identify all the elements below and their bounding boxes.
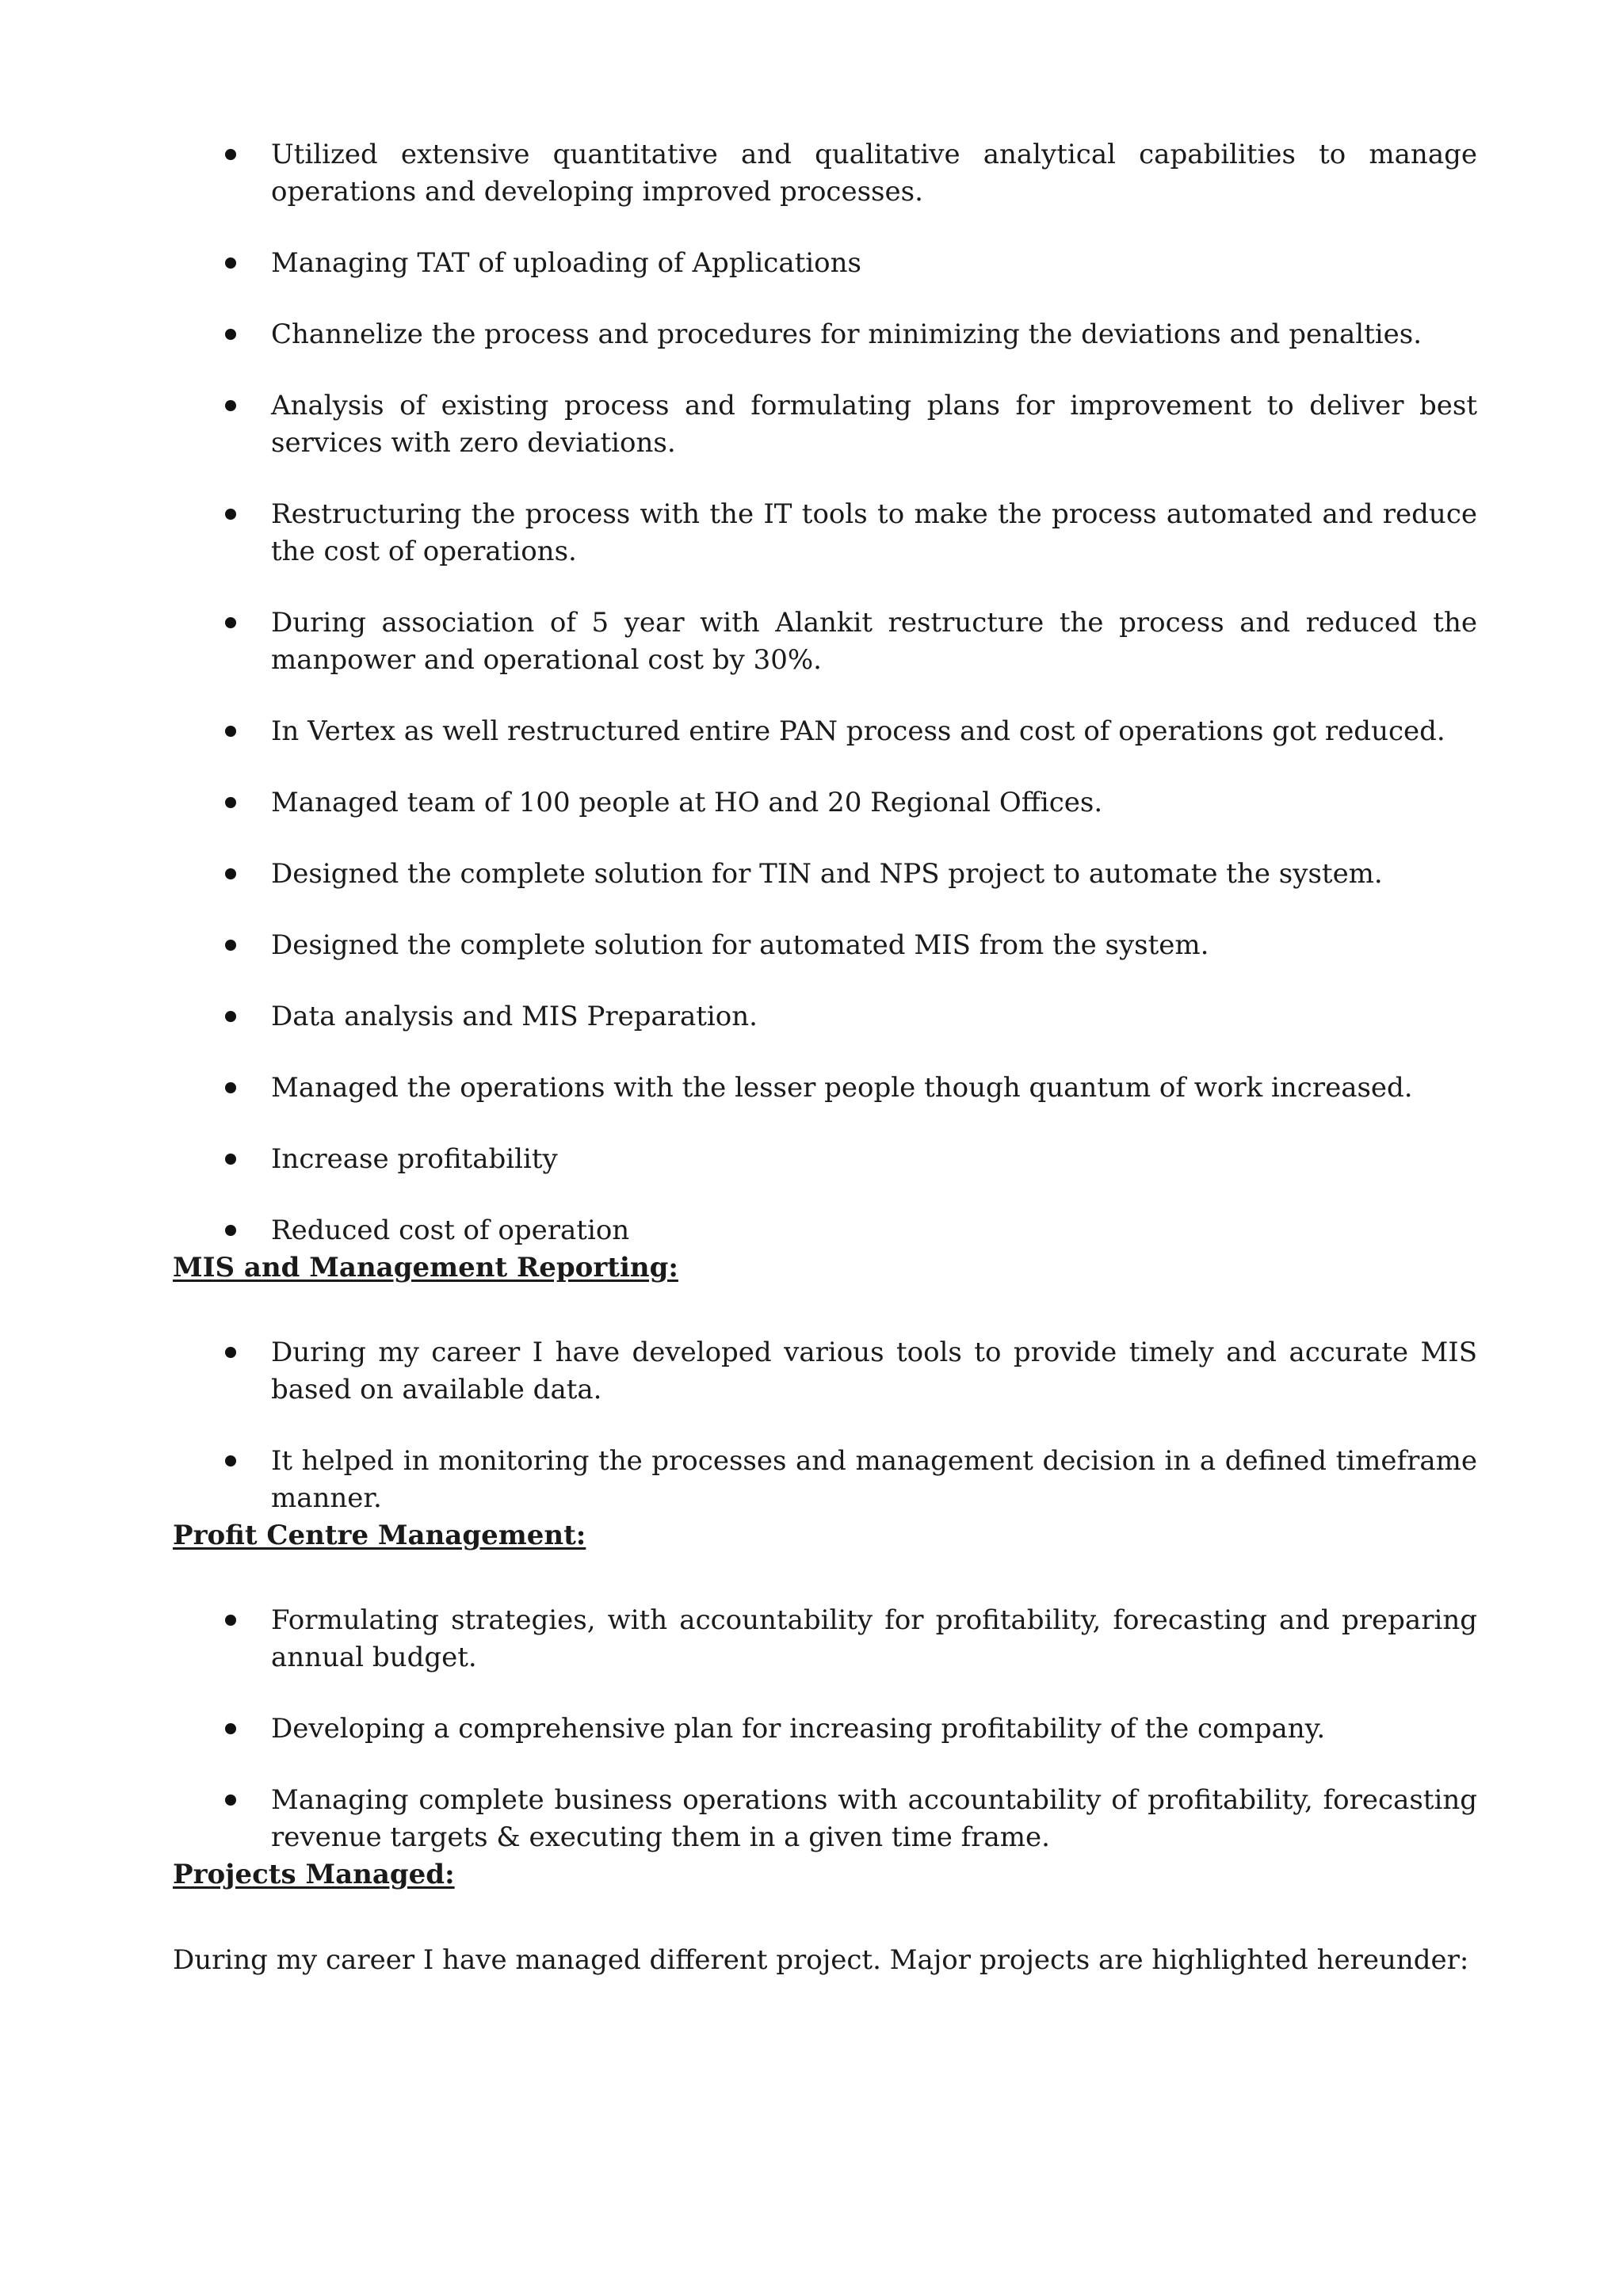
list-item <box>173 1212 1477 1249</box>
section-heading-profit-centre: Profit Centre Management: <box>173 1520 586 1551</box>
list-item-text: Designed the complete solution for automated MIS from the system. <box>271 929 1209 961</box>
list-item <box>173 1141 1477 1178</box>
list-item <box>173 1070 1477 1107</box>
list-item-text: Channelize the process and procedures for minimizing the deviations and penalties. <box>271 318 1423 350</box>
list-item <box>173 1711 1477 1748</box>
list-item-text: Designed the complete solution for TIN and NPS project to automate the system. <box>271 858 1383 890</box>
bullet-icon <box>225 1011 236 1022</box>
list-item <box>173 784 1477 822</box>
bullet-icon <box>225 400 236 411</box>
bullet-icon <box>225 1794 236 1806</box>
list-item-text: In Vertex as well restructured entire PAN process and cost of operations got reduced. <box>271 715 1445 747</box>
list-item-text: Managed the operations with the lesser people though quantum of work increased. <box>271 1072 1413 1104</box>
bullet-icon <box>225 868 236 879</box>
list-item-text: During my career I have developed various tools to provide timely and accurate MIS based on available data. <box>271 1337 1477 1405</box>
list-item-text: Analysis of existing process and formulating plans for improvement to deliver best services with zero deviations. <box>271 390 1477 459</box>
bullet-icon <box>225 329 236 340</box>
bullet-icon <box>225 797 236 808</box>
list-item <box>173 1443 1477 1517</box>
list-item <box>173 856 1477 893</box>
list-item <box>173 1334 1477 1409</box>
section-heading-projects: Projects Managed: <box>173 1859 455 1890</box>
list-item-text: Managing complete business operations with accountability of profitability, forecasting revenue targets & executing them in a given time frame. <box>271 1784 1477 1853</box>
list-item <box>173 713 1477 750</box>
bullet-icon <box>225 726 236 737</box>
bullet-icon <box>225 617 236 628</box>
bullet-icon <box>225 1154 236 1165</box>
list-item <box>173 1782 1477 1856</box>
list-item-text: Utilized extensive quantitative and qualitative analytical capabilities to manage operations and developing improved processes. <box>271 139 1477 208</box>
bullet-icon <box>225 1082 236 1093</box>
list-item-text: Formulating strategies, with accountability for profitability, forecasting and preparing annual budget. <box>271 1604 1477 1673</box>
bullet-icon <box>225 1225 236 1236</box>
page-content <box>173 136 1477 1979</box>
list-item-text: Managing TAT of uploading of Applications <box>271 247 861 279</box>
list-item-text: Restructuring the process with the IT tools to make the process automated and reduce the cost of operations. <box>271 498 1477 567</box>
profit-bullet-list <box>173 1602 1477 1856</box>
list-item <box>173 496 1477 570</box>
list-item <box>173 1602 1477 1676</box>
list-item <box>173 387 1477 462</box>
mis-bullet-list <box>173 1334 1477 1517</box>
list-item <box>173 927 1477 964</box>
list-item-text: Data analysis and MIS Preparation. <box>271 1001 758 1032</box>
projects-intro-paragraph: During my career I have managed different project. Major projects are highlighted hereunder: <box>173 1944 1469 1976</box>
list-item-text: It helped in monitoring the processes and management decision in a defined timeframe manner. <box>271 1445 1477 1514</box>
section-heading-mis: MIS and Management Reporting: <box>173 1252 678 1283</box>
list-item <box>173 605 1477 679</box>
main-bullet-list <box>173 136 1477 1249</box>
list-item-text: Developing a comprehensive plan for increasing profitability of the company. <box>271 1713 1326 1745</box>
list-item-text: During association of 5 year with Alankit restructure the process and reduced the manpower and operational cost by 30%. <box>271 607 1477 676</box>
bullet-icon <box>225 257 236 269</box>
list-item <box>173 245 1477 282</box>
list-item <box>173 136 1477 211</box>
list-item <box>173 316 1477 353</box>
bullet-icon <box>225 509 236 520</box>
bullet-icon <box>225 1723 236 1734</box>
bullet-icon <box>225 940 236 951</box>
bullet-icon <box>225 1455 236 1466</box>
bullet-icon <box>225 1347 236 1358</box>
list-item <box>173 998 1477 1035</box>
list-item-text: Increase profitability <box>271 1143 558 1175</box>
bullet-icon <box>225 1615 236 1626</box>
list-item-text: Managed team of 100 people at HO and 20 Regional Offices. <box>271 787 1103 818</box>
list-item-text: Reduced cost of operation <box>271 1215 630 1246</box>
bullet-icon <box>225 149 236 160</box>
